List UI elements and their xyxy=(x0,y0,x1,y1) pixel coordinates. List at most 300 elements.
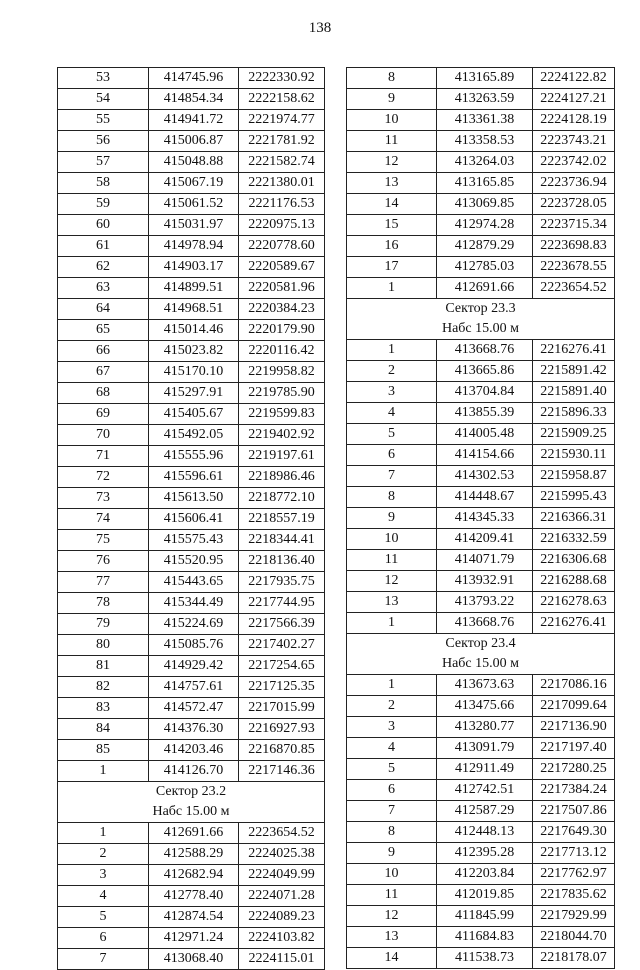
point-number: 59 xyxy=(58,194,149,215)
y-coordinate: 2220581.96 xyxy=(239,278,325,299)
x-coordinate: 413280.77 xyxy=(437,717,533,738)
point-number: 6 xyxy=(347,780,437,801)
sector-height-row xyxy=(347,319,615,340)
table-row xyxy=(58,761,325,782)
table-row xyxy=(347,801,615,822)
x-coordinate: 413855.39 xyxy=(437,403,533,424)
sector-height: Набс 15.00 м xyxy=(347,654,615,675)
sector-title: Сектор 23.2 xyxy=(58,782,325,803)
table-row xyxy=(58,593,325,614)
y-coordinate: 2217402.27 xyxy=(239,635,325,656)
point-number: 53 xyxy=(58,68,149,89)
x-coordinate: 414071.79 xyxy=(437,550,533,571)
y-coordinate: 2224122.82 xyxy=(533,68,615,89)
y-coordinate: 2222158.62 xyxy=(239,89,325,110)
y-coordinate: 2215930.11 xyxy=(533,445,615,466)
point-number: 4 xyxy=(347,403,437,424)
point-number: 64 xyxy=(58,299,149,320)
point-number: 70 xyxy=(58,425,149,446)
x-coordinate: 413668.76 xyxy=(437,340,533,361)
sector-height-row xyxy=(58,802,325,823)
y-coordinate: 2217125.35 xyxy=(239,677,325,698)
x-coordinate: 415006.87 xyxy=(149,131,239,152)
point-number: 1 xyxy=(347,613,437,634)
point-number: 1 xyxy=(58,761,149,782)
sector-height-row xyxy=(347,654,615,675)
point-number: 67 xyxy=(58,362,149,383)
point-number: 11 xyxy=(347,885,437,906)
table-row xyxy=(58,383,325,404)
y-coordinate: 2223654.52 xyxy=(239,823,325,844)
table-row xyxy=(347,445,615,466)
sector-title-row xyxy=(347,299,615,320)
point-number: 69 xyxy=(58,404,149,425)
y-coordinate: 2223743.21 xyxy=(533,131,615,152)
table-row xyxy=(347,194,615,215)
table-row xyxy=(58,719,325,740)
point-number: 8 xyxy=(347,822,437,843)
y-coordinate: 2220975.13 xyxy=(239,215,325,236)
point-number: 8 xyxy=(347,68,437,89)
y-coordinate: 2217146.36 xyxy=(239,761,325,782)
sector-height: Набс 15.00 м xyxy=(347,319,615,340)
point-number: 6 xyxy=(58,928,149,949)
table-row xyxy=(58,446,325,467)
table-row xyxy=(58,404,325,425)
point-number: 14 xyxy=(347,194,437,215)
x-coordinate: 415555.96 xyxy=(149,446,239,467)
x-coordinate: 414899.51 xyxy=(149,278,239,299)
x-coordinate: 414978.94 xyxy=(149,236,239,257)
x-coordinate: 411845.99 xyxy=(437,906,533,927)
point-number: 80 xyxy=(58,635,149,656)
table-row xyxy=(58,362,325,383)
y-coordinate: 2217566.39 xyxy=(239,614,325,635)
x-coordinate: 411538.73 xyxy=(437,948,533,969)
x-coordinate: 412785.03 xyxy=(437,257,533,278)
y-coordinate: 2219599.83 xyxy=(239,404,325,425)
point-number: 78 xyxy=(58,593,149,614)
point-number: 15 xyxy=(347,215,437,236)
x-coordinate: 415606.41 xyxy=(149,509,239,530)
x-coordinate: 415048.88 xyxy=(149,152,239,173)
point-number: 2 xyxy=(347,361,437,382)
x-coordinate: 415085.76 xyxy=(149,635,239,656)
y-coordinate: 2221176.53 xyxy=(239,194,325,215)
table-row xyxy=(347,843,615,864)
sector-title-row xyxy=(347,634,615,655)
x-coordinate: 412879.29 xyxy=(437,236,533,257)
point-number: 62 xyxy=(58,257,149,278)
x-coordinate: 415170.10 xyxy=(149,362,239,383)
x-coordinate: 411684.83 xyxy=(437,927,533,948)
y-coordinate: 2217649.30 xyxy=(533,822,615,843)
table-row xyxy=(347,466,615,487)
point-number: 57 xyxy=(58,152,149,173)
y-coordinate: 2219958.82 xyxy=(239,362,325,383)
y-coordinate: 2216276.41 xyxy=(533,340,615,361)
table-row xyxy=(347,152,615,173)
table-row xyxy=(347,110,615,131)
table-row xyxy=(58,844,325,865)
point-number: 7 xyxy=(347,466,437,487)
y-coordinate: 2218344.41 xyxy=(239,530,325,551)
point-number: 85 xyxy=(58,740,149,761)
table-row xyxy=(347,738,615,759)
y-coordinate: 2216276.41 xyxy=(533,613,615,634)
table-row xyxy=(58,614,325,635)
table-row xyxy=(58,131,325,152)
table-row xyxy=(347,173,615,194)
x-coordinate: 412742.51 xyxy=(437,780,533,801)
table-row xyxy=(347,675,615,696)
y-coordinate: 2217099.64 xyxy=(533,696,615,717)
y-coordinate: 2218136.40 xyxy=(239,551,325,572)
table-row xyxy=(347,131,615,152)
point-number: 54 xyxy=(58,89,149,110)
point-number: 12 xyxy=(347,571,437,592)
x-coordinate: 415344.49 xyxy=(149,593,239,614)
point-number: 71 xyxy=(58,446,149,467)
point-number: 84 xyxy=(58,719,149,740)
point-number: 8 xyxy=(347,487,437,508)
table-row xyxy=(58,656,325,677)
table-row xyxy=(58,425,325,446)
x-coordinate: 412682.94 xyxy=(149,865,239,886)
x-coordinate: 414005.48 xyxy=(437,424,533,445)
x-coordinate: 413665.86 xyxy=(437,361,533,382)
coordinates-table-left xyxy=(57,67,325,970)
point-number: 9 xyxy=(347,843,437,864)
table-row xyxy=(58,572,325,593)
x-coordinate: 412911.49 xyxy=(437,759,533,780)
point-number: 3 xyxy=(58,865,149,886)
point-number: 5 xyxy=(58,907,149,928)
point-number: 13 xyxy=(347,173,437,194)
point-number: 13 xyxy=(347,927,437,948)
y-coordinate: 2223728.05 xyxy=(533,194,615,215)
x-coordinate: 413165.85 xyxy=(437,173,533,194)
x-coordinate: 415067.19 xyxy=(149,173,239,194)
coordinates-table-right xyxy=(346,67,615,969)
x-coordinate: 414757.61 xyxy=(149,677,239,698)
y-coordinate: 2216366.31 xyxy=(533,508,615,529)
x-coordinate: 412691.66 xyxy=(149,823,239,844)
point-number: 65 xyxy=(58,320,149,341)
y-coordinate: 2224127.21 xyxy=(533,89,615,110)
point-number: 75 xyxy=(58,530,149,551)
y-coordinate: 2221380.01 xyxy=(239,173,325,194)
y-coordinate: 2217015.99 xyxy=(239,698,325,719)
y-coordinate: 2216306.68 xyxy=(533,550,615,571)
y-coordinate: 2223698.83 xyxy=(533,236,615,257)
point-number: 11 xyxy=(347,550,437,571)
x-coordinate: 413264.03 xyxy=(437,152,533,173)
table-row xyxy=(347,236,615,257)
y-coordinate: 2215909.25 xyxy=(533,424,615,445)
point-number: 74 xyxy=(58,509,149,530)
point-number: 9 xyxy=(347,508,437,529)
y-coordinate: 2218178.07 xyxy=(533,948,615,969)
point-number: 77 xyxy=(58,572,149,593)
table-row xyxy=(58,152,325,173)
point-number: 4 xyxy=(58,886,149,907)
point-number: 82 xyxy=(58,677,149,698)
table-row xyxy=(58,341,325,362)
point-number: 10 xyxy=(347,110,437,131)
y-coordinate: 2221582.74 xyxy=(239,152,325,173)
x-coordinate: 412448.13 xyxy=(437,822,533,843)
y-coordinate: 2215995.43 xyxy=(533,487,615,508)
table-row xyxy=(58,677,325,698)
table-row xyxy=(347,361,615,382)
y-coordinate: 2215891.40 xyxy=(533,382,615,403)
y-coordinate: 2217254.65 xyxy=(239,656,325,677)
x-coordinate: 412588.29 xyxy=(149,844,239,865)
y-coordinate: 2217507.86 xyxy=(533,801,615,822)
point-number: 11 xyxy=(347,131,437,152)
table-row xyxy=(58,110,325,131)
table-row xyxy=(58,907,325,928)
point-number: 7 xyxy=(347,801,437,822)
point-number: 56 xyxy=(58,131,149,152)
y-coordinate: 2224103.82 xyxy=(239,928,325,949)
point-number: 7 xyxy=(58,949,149,970)
x-coordinate: 415061.52 xyxy=(149,194,239,215)
table-row xyxy=(347,864,615,885)
table-row xyxy=(58,278,325,299)
y-coordinate: 2218557.19 xyxy=(239,509,325,530)
point-number: 1 xyxy=(347,340,437,361)
x-coordinate: 412971.24 xyxy=(149,928,239,949)
sector-title: Сектор 23.3 xyxy=(347,299,615,320)
x-coordinate: 414903.17 xyxy=(149,257,239,278)
y-coordinate: 2217762.97 xyxy=(533,864,615,885)
sector-title: Сектор 23.4 xyxy=(347,634,615,655)
x-coordinate: 414376.30 xyxy=(149,719,239,740)
x-coordinate: 414203.46 xyxy=(149,740,239,761)
x-coordinate: 415613.50 xyxy=(149,488,239,509)
x-coordinate: 414968.51 xyxy=(149,299,239,320)
x-coordinate: 412874.54 xyxy=(149,907,239,928)
table-row xyxy=(58,89,325,110)
table-row xyxy=(347,215,615,236)
x-coordinate: 413668.76 xyxy=(437,613,533,634)
point-number: 1 xyxy=(347,675,437,696)
x-coordinate: 412587.29 xyxy=(437,801,533,822)
table-row xyxy=(347,717,615,738)
y-coordinate: 2218986.46 xyxy=(239,467,325,488)
table-row xyxy=(347,529,615,550)
x-coordinate: 415224.69 xyxy=(149,614,239,635)
y-coordinate: 2224128.19 xyxy=(533,110,615,131)
x-coordinate: 414941.72 xyxy=(149,110,239,131)
point-number: 10 xyxy=(347,529,437,550)
table-row xyxy=(347,382,615,403)
y-coordinate: 2216332.59 xyxy=(533,529,615,550)
table-row xyxy=(347,696,615,717)
table-row xyxy=(347,948,615,969)
point-number: 16 xyxy=(347,236,437,257)
table-row xyxy=(347,906,615,927)
y-coordinate: 2221974.77 xyxy=(239,110,325,131)
table-row xyxy=(58,551,325,572)
y-coordinate: 2224089.23 xyxy=(239,907,325,928)
table-row xyxy=(58,320,325,341)
x-coordinate: 412974.28 xyxy=(437,215,533,236)
y-coordinate: 2217713.12 xyxy=(533,843,615,864)
x-coordinate: 413475.66 xyxy=(437,696,533,717)
x-coordinate: 413165.89 xyxy=(437,68,533,89)
x-coordinate: 414929.42 xyxy=(149,656,239,677)
point-number: 76 xyxy=(58,551,149,572)
point-number: 1 xyxy=(347,278,437,299)
point-number: 73 xyxy=(58,488,149,509)
table-row xyxy=(347,89,615,110)
point-number: 3 xyxy=(347,382,437,403)
x-coordinate: 413704.84 xyxy=(437,382,533,403)
table-row xyxy=(347,508,615,529)
x-coordinate: 414302.53 xyxy=(437,466,533,487)
sector-height: Набс 15.00 м xyxy=(58,802,325,823)
y-coordinate: 2215891.42 xyxy=(533,361,615,382)
x-coordinate: 414448.67 xyxy=(437,487,533,508)
y-coordinate: 2215958.87 xyxy=(533,466,615,487)
y-coordinate: 2215896.33 xyxy=(533,403,615,424)
point-number: 81 xyxy=(58,656,149,677)
x-coordinate: 413263.59 xyxy=(437,89,533,110)
table-row xyxy=(58,299,325,320)
table-row xyxy=(347,403,615,424)
x-coordinate: 413793.22 xyxy=(437,592,533,613)
x-coordinate: 414345.33 xyxy=(437,508,533,529)
x-coordinate: 414209.41 xyxy=(437,529,533,550)
table-row xyxy=(58,194,325,215)
y-coordinate: 2217744.95 xyxy=(239,593,325,614)
point-number: 13 xyxy=(347,592,437,613)
y-coordinate: 2217935.75 xyxy=(239,572,325,593)
table-row xyxy=(58,488,325,509)
x-coordinate: 414126.70 xyxy=(149,761,239,782)
table-row xyxy=(347,613,615,634)
x-coordinate: 412395.28 xyxy=(437,843,533,864)
y-coordinate: 2218772.10 xyxy=(239,488,325,509)
table-row xyxy=(58,740,325,761)
y-coordinate: 2220116.42 xyxy=(239,341,325,362)
y-coordinate: 2224115.01 xyxy=(239,949,325,970)
point-number: 5 xyxy=(347,759,437,780)
point-number: 2 xyxy=(58,844,149,865)
table-body-left xyxy=(58,68,325,970)
point-number: 10 xyxy=(347,864,437,885)
y-coordinate: 2220179.90 xyxy=(239,320,325,341)
y-coordinate: 2219197.61 xyxy=(239,446,325,467)
x-coordinate: 415575.43 xyxy=(149,530,239,551)
table-row xyxy=(347,424,615,445)
y-coordinate: 2223678.55 xyxy=(533,257,615,278)
table-row xyxy=(58,823,325,844)
point-number: 17 xyxy=(347,257,437,278)
table-row xyxy=(58,509,325,530)
x-coordinate: 415596.61 xyxy=(149,467,239,488)
point-number: 14 xyxy=(347,948,437,969)
table-row xyxy=(58,173,325,194)
table-row xyxy=(347,340,615,361)
y-coordinate: 2217929.99 xyxy=(533,906,615,927)
x-coordinate: 413932.91 xyxy=(437,571,533,592)
table-row xyxy=(58,949,325,970)
y-coordinate: 2220778.60 xyxy=(239,236,325,257)
y-coordinate: 2218044.70 xyxy=(533,927,615,948)
x-coordinate: 413358.53 xyxy=(437,131,533,152)
y-coordinate: 2216927.93 xyxy=(239,719,325,740)
x-coordinate: 412019.85 xyxy=(437,885,533,906)
y-coordinate: 2223736.94 xyxy=(533,173,615,194)
x-coordinate: 412691.66 xyxy=(437,278,533,299)
table-body-right xyxy=(347,68,615,969)
table-row xyxy=(58,236,325,257)
x-coordinate: 413091.79 xyxy=(437,738,533,759)
y-coordinate: 2216870.85 xyxy=(239,740,325,761)
table-row xyxy=(347,487,615,508)
table-row xyxy=(58,886,325,907)
table-row xyxy=(347,68,615,89)
x-coordinate: 415023.82 xyxy=(149,341,239,362)
point-number: 79 xyxy=(58,614,149,635)
table-row xyxy=(347,822,615,843)
table-row xyxy=(347,780,615,801)
y-coordinate: 2222330.92 xyxy=(239,68,325,89)
x-coordinate: 412203.84 xyxy=(437,864,533,885)
x-coordinate: 414745.96 xyxy=(149,68,239,89)
x-coordinate: 415492.05 xyxy=(149,425,239,446)
point-number: 12 xyxy=(347,906,437,927)
x-coordinate: 414154.66 xyxy=(437,445,533,466)
y-coordinate: 2219785.90 xyxy=(239,383,325,404)
y-coordinate: 2217197.40 xyxy=(533,738,615,759)
point-number: 6 xyxy=(347,445,437,466)
y-coordinate: 2224025.38 xyxy=(239,844,325,865)
table-row xyxy=(58,698,325,719)
y-coordinate: 2217384.24 xyxy=(533,780,615,801)
y-coordinate: 2223654.52 xyxy=(533,278,615,299)
point-number: 58 xyxy=(58,173,149,194)
point-number: 61 xyxy=(58,236,149,257)
table-row xyxy=(347,927,615,948)
point-number: 1 xyxy=(58,823,149,844)
x-coordinate: 415031.97 xyxy=(149,215,239,236)
y-coordinate: 2223742.02 xyxy=(533,152,615,173)
y-coordinate: 2216278.63 xyxy=(533,592,615,613)
y-coordinate: 2217136.90 xyxy=(533,717,615,738)
table-row xyxy=(58,928,325,949)
y-coordinate: 2216288.68 xyxy=(533,571,615,592)
point-number: 2 xyxy=(347,696,437,717)
table-row xyxy=(58,865,325,886)
point-number: 3 xyxy=(347,717,437,738)
table-row xyxy=(347,571,615,592)
table-row xyxy=(58,257,325,278)
point-number: 60 xyxy=(58,215,149,236)
x-coordinate: 413361.38 xyxy=(437,110,533,131)
point-number: 9 xyxy=(347,89,437,110)
point-number: 4 xyxy=(347,738,437,759)
x-coordinate: 415014.46 xyxy=(149,320,239,341)
x-coordinate: 415297.91 xyxy=(149,383,239,404)
point-number: 63 xyxy=(58,278,149,299)
table-row xyxy=(347,885,615,906)
table-row xyxy=(347,759,615,780)
